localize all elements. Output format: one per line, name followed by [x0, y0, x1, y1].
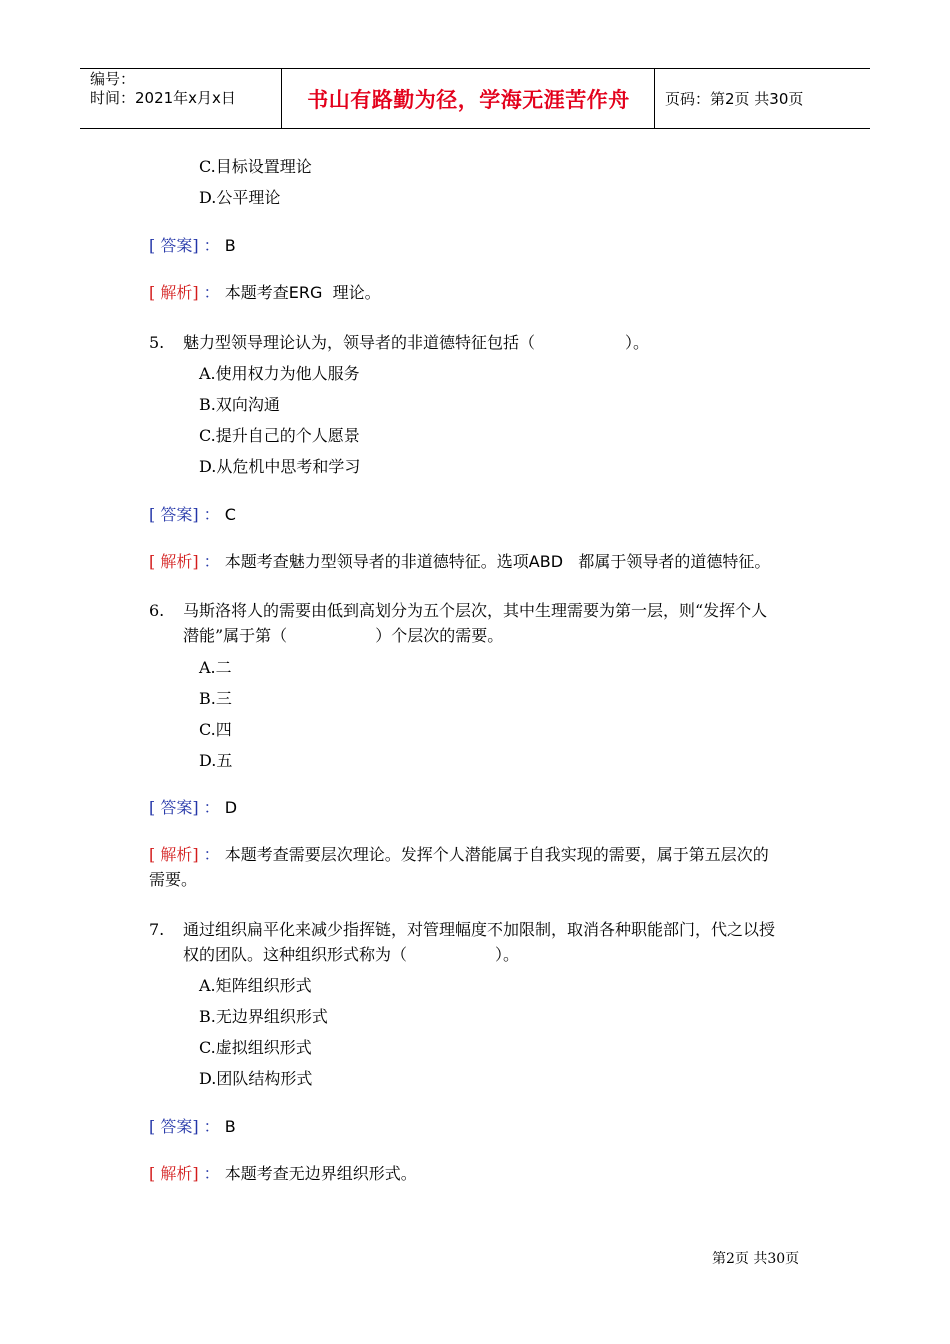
q6-stem-end: ）个层次的需要。	[375, 626, 504, 645]
answer-label: [ 答案]	[149, 798, 199, 817]
q4-analysis	[149, 282, 381, 304]
q7-number: 7.	[149, 920, 165, 939]
analysis-label: [ 解析]	[149, 1164, 199, 1183]
q5-option-a: A.使用权力为他人服务	[199, 364, 360, 383]
q5-answer	[149, 504, 236, 526]
q7-option-d: D.团队结构形式	[199, 1069, 313, 1088]
q4-option-c: C.目标设置理论	[199, 157, 312, 176]
header-meta	[90, 70, 236, 108]
q5-stem-start: 魅力型领导理论认为，领导者的非道德特征包括（	[183, 333, 536, 352]
analysis-separator: ：	[203, 552, 220, 571]
q6-option-d: D.五	[199, 751, 233, 770]
q7-analysis	[149, 1163, 417, 1185]
answer-value: B	[224, 1117, 236, 1136]
analysis-label: [ 解析]	[149, 552, 199, 571]
time-label: 时间：2021年x月x日	[90, 89, 236, 107]
header-page-info: 页码：第2页 共30页	[665, 90, 804, 108]
analysis-label: [ 解析]	[149, 845, 199, 864]
analysis-text: 本题考查	[224, 283, 289, 302]
analysis-text-end: 理论。	[332, 283, 381, 302]
analysis-text: 本题考查无边界组织形式。	[224, 1164, 417, 1183]
answer-value: B	[224, 236, 236, 255]
answer-separator: ：	[203, 236, 220, 255]
q6-stem-line1: 马斯洛将人的需要由低到高划分为五个层次，其中生理需要为第一层，则“发挥个人	[183, 601, 768, 620]
analysis-term: ABD	[528, 552, 564, 571]
answer-value: D	[224, 798, 238, 817]
q5-option-d: D.从危机中思考和学习	[199, 457, 361, 476]
q6-option-b: B.三	[199, 689, 232, 708]
header-rule-bottom	[80, 128, 870, 129]
analysis-separator: ：	[203, 845, 220, 864]
answer-label: [ 答案]	[149, 236, 199, 255]
analysis-text-end: 都属于领导者的道德特征。	[578, 552, 771, 571]
q6-analysis-line2: 需要。	[149, 870, 198, 889]
q6-stem-line2	[183, 625, 503, 647]
footer-page-info: 第2页 共30页	[712, 1251, 800, 1267]
q7-stem-line2	[183, 944, 519, 966]
q7-option-c: C.虚拟组织形式	[199, 1038, 312, 1057]
q5-stem	[183, 332, 649, 354]
q6-stem-start: 潜能”属于第（	[183, 626, 288, 645]
header-divider-right	[654, 68, 655, 129]
analysis-text: 本题考查需要层次理论。发挥个人潜能属于自我实现的需要，属于第五层次的	[224, 845, 769, 864]
q5-stem-end: ）。	[625, 333, 650, 352]
serial-label: 编号：	[90, 70, 136, 88]
q5-option-c: C.提升自己的个人愿景	[199, 426, 360, 445]
answer-separator: ：	[203, 1117, 220, 1136]
q7-option-b: B.无边界组织形式	[199, 1007, 328, 1026]
q6-analysis	[149, 844, 769, 866]
q7-option-a: A.矩阵组织形式	[199, 976, 312, 995]
answer-label: [ 答案]	[149, 505, 199, 524]
q6-number: 6.	[149, 601, 165, 620]
header-motto: 书山有路勤为径，学海无涯苦作舟	[307, 88, 630, 112]
answer-separator: ：	[203, 798, 220, 817]
analysis-separator: ：	[203, 283, 220, 302]
header-divider-left	[281, 68, 282, 129]
analysis-label: [ 解析]	[149, 283, 199, 302]
q7-stem-start: 权的团队。这种组织形式称为（	[183, 945, 408, 964]
q6-answer	[149, 797, 237, 819]
q5-option-b: B.双向沟通	[199, 395, 280, 414]
answer-value: C	[224, 505, 236, 524]
analysis-term: ERG	[288, 283, 323, 302]
q5-analysis	[149, 551, 770, 573]
q6-option-a: A.二	[199, 658, 232, 677]
answer-separator: ：	[203, 505, 220, 524]
q6-option-c: C.四	[199, 720, 232, 739]
header-rule-top	[80, 68, 870, 69]
q5-number: 5.	[149, 333, 165, 352]
q4-option-d: D.公平理论	[199, 188, 281, 207]
q7-stem-end: ）。	[495, 945, 520, 964]
analysis-separator: ：	[203, 1164, 220, 1183]
answer-label: [ 答案]	[149, 1117, 199, 1136]
q7-answer	[149, 1116, 236, 1138]
q7-stem-line1: 通过组织扁平化来减少指挥链，对管理幅度不加限制，取消各种职能部门，代之以授	[183, 920, 776, 939]
analysis-text: 本题考查魅力型领导者的非道德特征。选项	[224, 552, 529, 571]
q4-answer	[149, 235, 236, 257]
